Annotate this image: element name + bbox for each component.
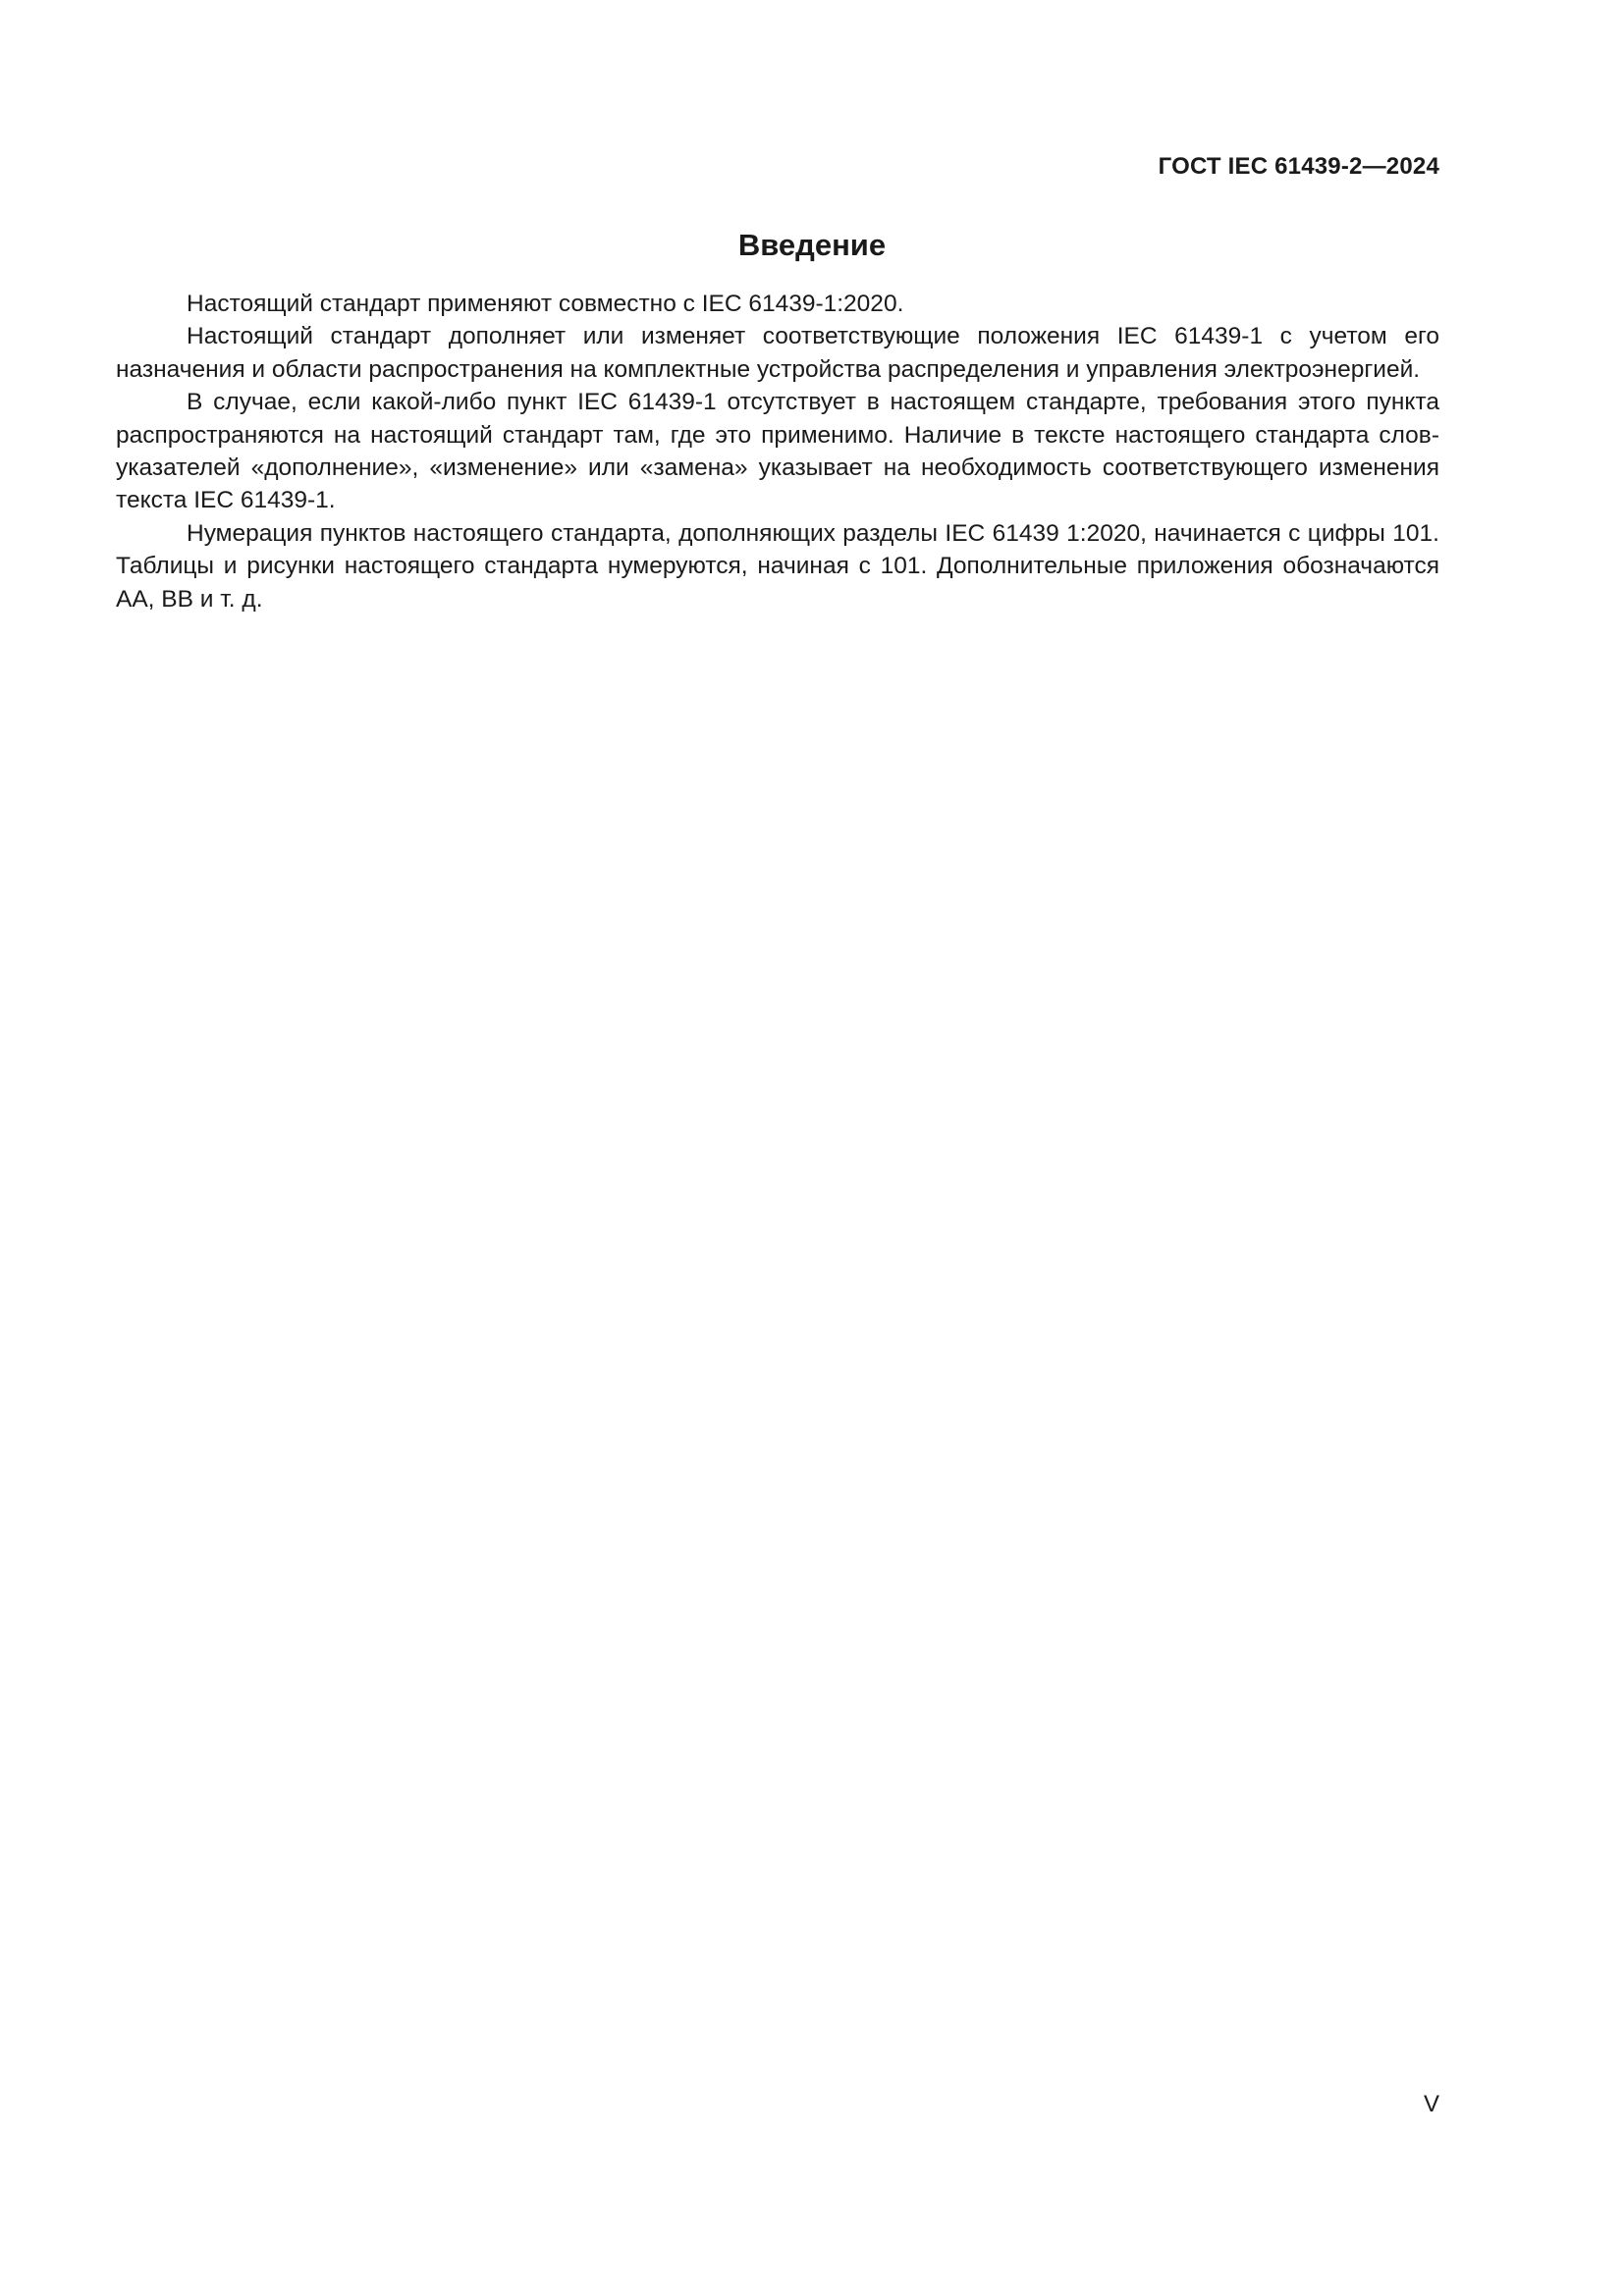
- page-number: V: [1423, 2091, 1439, 2117]
- paragraph-3: В случае, если какой-либо пункт IEC 61439-1 отсутствует в настоящем стандарте, требования этого пункта распространяются на настоящий стандарт там, где это применимо. Наличие в тексте настоящего стандарта слов-указателей «дополнение», «изменение» или «замена» указывает на необходимость соответствующего изменения текста IEC 61439-1.: [116, 389, 1439, 514]
- body-text: [116, 288, 1439, 615]
- paragraph-1: Настоящий стандарт применяют совместно с IEC 61439-1:2020.: [187, 291, 904, 317]
- document-code: ГОСТ IEC 61439-2—2024: [1158, 153, 1439, 180]
- paragraph-4: Нумерация пунктов настоящего стандарта, дополняющих разделы IEC 61439 1:2020, начинается с цифры 101. Таблицы и рисунки настоящего стандарта нумеруются, начиная с 101. Дополнительные приложения обозначаются АА, ВВ и т. д.: [116, 519, 1439, 613]
- section-title: Введение: [737, 228, 887, 262]
- paragraph-2: Настоящий стандарт дополняет или изменяет соответствующие положения IEC 61439-1 с учетом его назначения и области распространения на комплектные устройства распределения и управления электроэнергией.: [116, 323, 1439, 383]
